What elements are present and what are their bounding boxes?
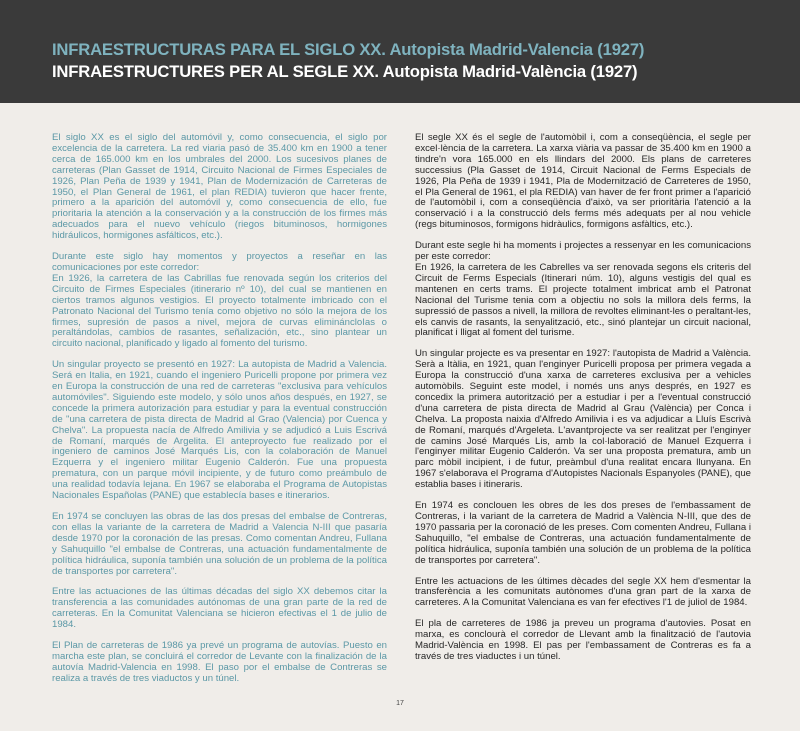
paragraph: El Plan de carreteras de 1986 ya prevé un programa de autovías. Puesto en marcha este plan, se concluirá el corredor de Levante con la finalización de la autovía Madrid-Valencia en 1998. El paso por el embalse de Contreras se realiza a través de tres viaductos y un túnel. — [52, 640, 387, 684]
paragraph: Entre las actuaciones de las últimas décadas del siglo XX debemos citar la transferencia a las comunidades autónomas de una gran parte de la red de carreteras. En la Comunitat Valenciana se hicieron efectivas el 1 de julio de 1984. — [52, 586, 387, 631]
page-header — [0, 0, 800, 103]
valencian-text-column — [415, 133, 751, 673]
title-valencian: INFRAESTRUCTURES PER AL SEGLE XX. Autopista Madrid-València (1927) — [52, 62, 638, 81]
paragraph: Durante este siglo hay momentos y proyectos a reseñar en las comunicaciones por este corredor: En 1926, la carretera de las Cabrillas fue renovada según los criterios del Circuito de Firmes Especiales (itinerario nº 10), del cual se mantienen en ciertos tramos algunos vestigios. El proyecto totalmente imbricado con el Patronato Nacional del Turismo tenía como objetivo no sólo la mejora de los firmes, supresión de pasos a nivel, mejora de curvas elimináncloIas o peraltándolas, cambios de rasantes, señalización, etc., sino plantear un circuito nacional, planificado y ligado al fomento del turismo. — [52, 251, 387, 350]
paragraph: Un singular projecte es va presentar en 1927: l'autopista de Madrid a València. Serà a Itàlia, en 1921, quan l'enginyer Puricelli proposa per primera vegada a Europa la construcció d'una xarxa de carreteres exclusiva per a vehicles automòbils. Seguint este model, i només uns anys després, en 1927 es concedix la primera autorització per a estudiar i per a l'eventual construcció d'una carretera de pista directa de Madrid al Grau (València) per Conca i Chelva. La proposta naixia d'Alfredo Amilivia i es va adjudicar a Lluís Escrivà de Romaní, marqués d'Argeleta. L'avantprojecte va ser realitzat per l'enginyer de camins José Marqués Lis, amb la col·laboració de Manuel Ezquerra i l'enginyer militar Eugenio Calderón. Va ser una proposta prematura, amb un parc mòbil incipient, i de futur, preàmbul d'una realitat encara llunyana. En 1967 s'elaborava el Programa d'Autopistes Nacionals Espanyoles (PANE), que establia bases i itineraris. — [415, 348, 751, 491]
paragraph: Durant este segle hi ha moments i projectes a ressenyar en les comunicacions per este corredor: En 1926, la carretera de les Cabrelles va ser renovada segons els criteris del Circuit de Ferms Especials (Itinerari núm. 10), alguns vestigis del qual es mantenen en certs trams. El projecte totalment imbricat amb el Patronat Nacional del Turisme tenia com a objectiu no sols la millora dels ferms, la supressió de passos a nivell, la millora de revoltes eliminant-les o peraltant-les, els canvis de rasants, la senyalització, etc., sinó plantejar un circuit nacional, planificat i lligat al foment del turisme. — [415, 240, 751, 339]
paragraph: El pla de carreteres de 1986 ja preveu un programa d'autovies. Posat en marxa, es conclourà el corredor de Llevant amb la finalització de l'autovia Madrid-València en 1998. El pas per l'embassament de Contreras es fa a través de tres viaductes i un túnel. — [415, 618, 751, 662]
paragraph: El siglo XX es el siglo del automóvil y, como consecuencia, el siglo por excelencia de la carretera. La red viaria pasó de 35.400 km en 1900 a tener cerca de 165.000 km en los umbrales del 2000. Los sucesivos planes de carreteras (Plan Gasset de 1914, Circuito Nacional de Firmes Especiales de 1926, Plan Peña de 1939 y 1941, Plan de Modernización de Carreteras de 1950, el Plan General de 1961, el plan REDIA) tuvieron que hacer frente, primero a la aparición del automóvil y, como consecuencia de ello, fue prioritaria la atención a la conservación y a la construcción de los firmes más adecuados para el nuevo vehículo (riegos bituminosos, hormigones hidráulicos, hormigones asfálticos, etc.). — [52, 132, 387, 242]
paragraph: El segle XX és el segle de l'automòbil i, com a conseqüència, el segle per excel·lència de la carretera. La xarxa viària va passar de 35.400 km en 1900 a tindre'n vora 165.000 en els llindars del 2000. Els plans de carreteres successius (Pla Gasset de 1914, Circuit Nacional de Ferms Especials de 1926, Pla Peña de 1939 i 1941, Pla de Modernització de Carreteres de 1950, el Pla General de 1961, el pla REDIA) van haver de fer front primer a l'aparició de l'automòbil i, com a conseqüència d'això, va ser prioritària l'atenció a la conservació i a la construcció dels ferms més adequats per al nou vehicle (regs bituminosos, formigons hidràulics, formigons asfàltics, etc.). — [415, 132, 751, 231]
spanish-text-column — [52, 133, 387, 695]
title-spanish: INFRAESTRUCTURAS PARA EL SIGLO XX. Autopista Madrid-Valencia (1927) — [52, 40, 645, 59]
paragraph: Entre les actuacions de les últimes dècades del segle XX hem d'esmentar la transferència a les comunitats autònomes d'una gran part de la xarxa de carreteres. A la Comunitat Valenciana es van fer efectives l'1 de juliol de 1984. — [415, 575, 751, 609]
paragraph: Un singular proyecto se presentó en 1927: La autopista de Madrid a Valencia. Será en Italia, en 1921, cuando el ingeniero Puricelli propone por primera vez en Europa la construcción de una red de carreteras "exclusiva para vehículos automóviles". Siguiendo este modelo, y sólo unos años después, en 1927, se concede la primera autorización para estudiar y para la eventual construcción de "una carretera de pista directa de Madrid al Grao (Valencia) por Cuenca y Chelva". La propuesta nacía de Alfredo Amilivia y se adjudicó a Luis Escrivá de Romaní, marqués de Argelita. El anteproyecto fue realizado por el ingeniero de caminos José Marqués Lis, con la colaboración de Manuel Ezquerra y el ingeniero militar Eugenio Calderón. Fue una propuesta prematura, con un parque móvil incipiente, y de futuro como preámbulo de una realidad todavía lejana. En 1967 se elaboraba el Programa de Autopistas Nacionales Españolas (PANE) que establecía bases e itinerarios. — [52, 359, 387, 502]
paragraph: En 1974 se concluyen las obras de las dos presas del embalse de Contreras, con ellas la variante de la carretera de Madrid a Valencia N-III que pasaría desde 1970 por la coronación de las presas. Como comentan Andreu, Fullana y Sahuquillo "el embalse de Contreras, una actuación fundamentalmente de política hidráulica, suponía también una solución de un problema de la política de transportes por carretera". — [52, 511, 387, 577]
paragraph: En 1974 es conclouen les obres de les dos preses de l'embassament de Contreras, i la variant de la carretera de Madrid a València N-III, que des de 1970 passaria per la coronació de les preses. Com comenten Andreu, Fullana i Sahuquillo, "el embalse de Contreras, una actuación fundamentalmente de política hidráulica, suponía también una solución de un problema de la política de transportes por carretera". — [415, 500, 751, 566]
page-number: 17 — [396, 700, 404, 707]
